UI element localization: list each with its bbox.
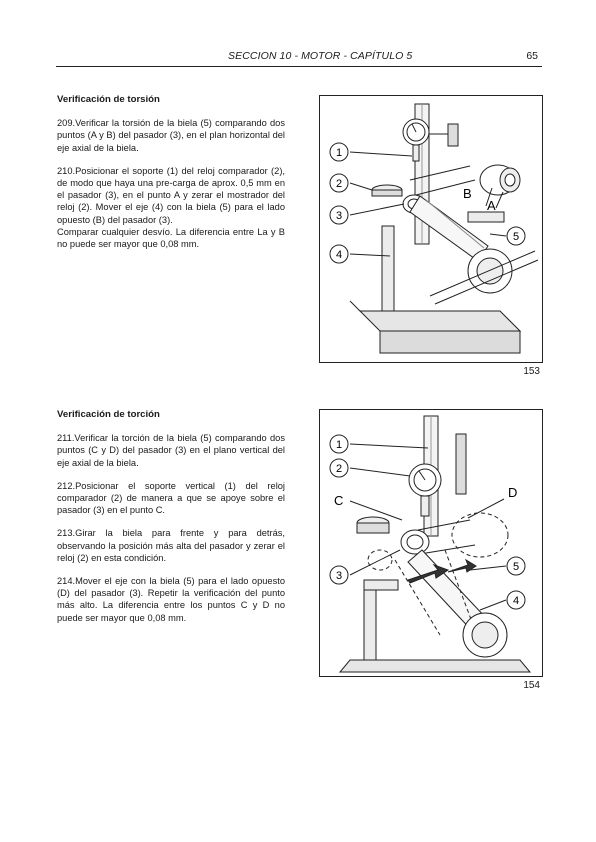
step-210-note: Comparar cualquier desvío. La diferencia entre La y B no puede ser mayor que 0,08 mm. — [57, 226, 285, 250]
callout-1 — [330, 143, 348, 161]
svg-text:3: 3 — [335, 570, 343, 582]
svg-text:3: 3 — [335, 210, 343, 222]
svg-text:1: 1 — [335, 147, 343, 159]
callout-2 — [330, 459, 348, 477]
svg-text:5: 5 — [512, 231, 520, 243]
step-214: 214.Mover el eje con la biela (5) para el lado opuesto (D) del pasador (3). Repetir la verificación del punto más alto. La diferencia entre los puntos C y D no puede ser mayor que 0,08 mm. — [57, 576, 285, 623]
svg-text:5: 5 — [512, 561, 520, 573]
svg-text:4: 4 — [335, 249, 343, 261]
step-211: 211.Verificar la torción de la biela (5) comparando dos puntos (C y D) del pasador (3) en el plano vertical del eje axial de la biela. — [57, 433, 285, 468]
section-heading: Verificación de torsión — [57, 94, 160, 105]
section-torsion — [57, 94, 285, 261]
inset-label-b: B — [463, 186, 472, 201]
callout-2 — [330, 174, 348, 192]
point-label-c: C — [334, 493, 344, 508]
page-header — [56, 48, 542, 67]
step-212: 212.Posicionar el soporte vertical (1) del reloj comparador (2) de manera a que se apoye sobre el pasador (3) en el punto C. — [57, 480, 285, 516]
figure-153-illustration — [320, 96, 542, 362]
callout-4 — [330, 245, 348, 263]
step-209: 209.Verificar la torsión de la biela (5) comparando dos puntos (A y B) del pasador (3), en el plan horizontal del eje axial de la biela. — [57, 118, 285, 153]
callout-3 — [330, 566, 348, 584]
section-torcion — [57, 409, 285, 635]
callout-5 — [507, 557, 525, 575]
callout-1 — [330, 435, 348, 453]
point-label-d: D — [508, 485, 518, 500]
section-heading: Verificación de torción — [57, 409, 160, 420]
svg-text:1: 1 — [335, 439, 343, 451]
svg-text:2: 2 — [335, 178, 343, 190]
callout-3 — [330, 206, 348, 224]
svg-text:4: 4 — [512, 595, 520, 607]
figure-154-illustration — [320, 410, 542, 676]
inset-label-a: A — [487, 198, 496, 213]
step-210: 210.Posicionar el soporte (1) del reloj comparador (2), de modo que haya una pre-carga de aprox. 0,5 mm en el pasador (3), en el punto A y zerar el mostrador del reloj (2). Mover el eje (4) con la biela (5) para el lado opuesto (B) del pasador (3). — [57, 165, 285, 225]
figure-153-number: 153 — [523, 366, 540, 377]
page-number: 65 — [526, 50, 538, 62]
figure-153 — [319, 95, 543, 363]
figure-154 — [319, 409, 543, 677]
callout-5 — [507, 227, 525, 245]
figure-154-number: 154 — [523, 680, 540, 691]
svg-text:2: 2 — [335, 463, 343, 475]
callout-4 — [507, 591, 525, 609]
step-213: 213.Girar la biela para frente y para detrás, observando la posición más alta del pasador y zerar el reloj (2) en esta condición. — [57, 528, 285, 563]
section-title: SECCION 10 - MOTOR - CAPÍTULO 5 — [228, 50, 413, 62]
